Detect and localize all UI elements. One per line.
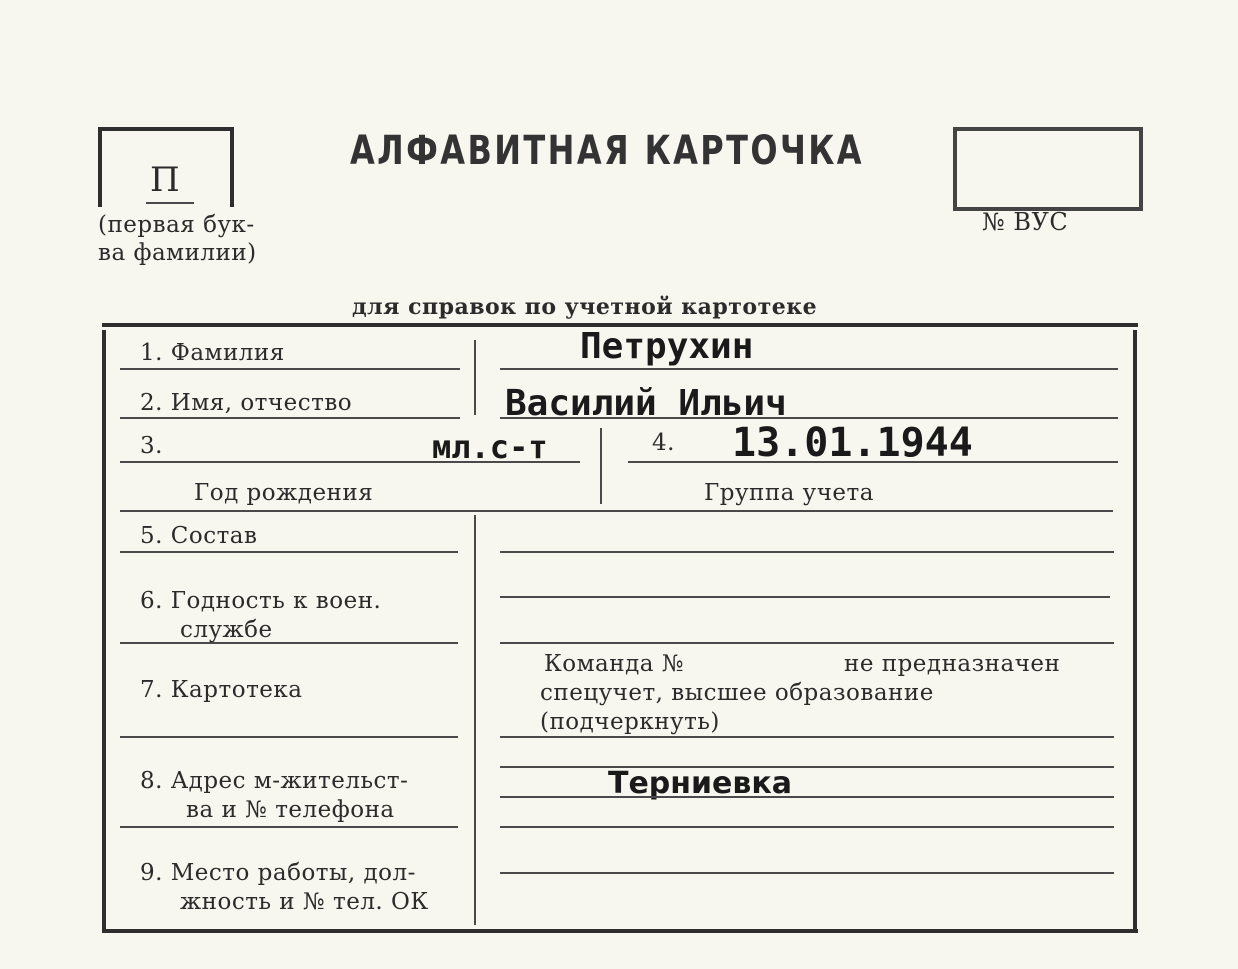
field-6-line-left (120, 642, 458, 644)
field-2-line-left (120, 417, 460, 419)
field-8-label-1: 8. Адрес м-жительст- (140, 768, 409, 794)
field-1-label: 1. Фамилия (140, 340, 285, 366)
field-2-label: 2. Имя, отчество (140, 390, 353, 416)
field-4-number: 4. (652, 430, 675, 456)
column-divider-top (474, 340, 476, 415)
column-divider-mid (600, 428, 602, 504)
letter-box-caption-1: (первая бук- (98, 212, 255, 238)
field-7-note-1b: не предназначен (844, 651, 1061, 677)
field-7-line-right (500, 736, 1114, 738)
vus-label: № ВУС (982, 208, 1069, 236)
field-7-note-1: Команда № (544, 651, 685, 677)
field-8-line-right-lower (500, 796, 1114, 798)
card-subtitle: для справок по учетной картотеке (352, 294, 818, 320)
field-5-line-right (500, 551, 1114, 553)
frame-right (1133, 330, 1137, 930)
field-5-line-left (120, 551, 458, 553)
field-6-label-1: 6. Годность к воен. (140, 588, 382, 614)
field-1-value: Петрухин (580, 326, 754, 367)
field-2-line-right (500, 417, 1118, 419)
field-5-label: 5. Состав (140, 523, 258, 549)
field-6-line-right-upper (500, 596, 1110, 598)
frame-left (102, 330, 106, 930)
field-4-line (628, 461, 1118, 463)
field-3-line (120, 461, 580, 463)
card-title: АЛФАВИТНАЯ КАРТОЧКА (350, 128, 864, 174)
field-7-line-left (120, 736, 458, 738)
field-9-label-1: 9. Место работы, дол- (140, 860, 416, 886)
field-8-label-2: ва и № телефона (186, 797, 395, 823)
letter-box-value: П (150, 160, 181, 200)
field-8-value: Терниевка (608, 766, 792, 801)
field-7-note-3: (подчеркнуть) (540, 709, 720, 735)
field-7-note-2: спецучет, высшее образование (540, 680, 934, 706)
field-3-number: 3. (140, 433, 163, 459)
column-divider-bottom (474, 515, 476, 925)
field-4-value: 13.01.1944 (732, 420, 973, 466)
field-2-value: Василий Ильич (505, 383, 787, 424)
letter-box-caption-2: ва фамилии) (98, 240, 257, 266)
vus-box (953, 127, 1143, 211)
letter-box-underline (146, 202, 194, 204)
field-1-line-right (500, 368, 1118, 370)
field-6-line-right (500, 642, 1114, 644)
field-8-line-right (500, 826, 1114, 828)
field-6-label-2: службе (180, 617, 273, 643)
frame-bottom (102, 929, 1138, 933)
field-8-line-left (120, 826, 458, 828)
field-7-label: 7. Картотека (140, 677, 303, 703)
field-8-line-right-upper (500, 766, 1114, 768)
field-4-caption: Группа учета (704, 480, 874, 506)
row-3-4-bottom-line (120, 510, 1113, 512)
field-3-caption: Год рождения (194, 480, 374, 506)
field-9-line-right (500, 872, 1114, 874)
field-1-line-left (120, 368, 460, 370)
field-9-label-2: жность и № тел. ОК (180, 889, 429, 915)
field-3-value: мл.с-т (432, 428, 548, 466)
